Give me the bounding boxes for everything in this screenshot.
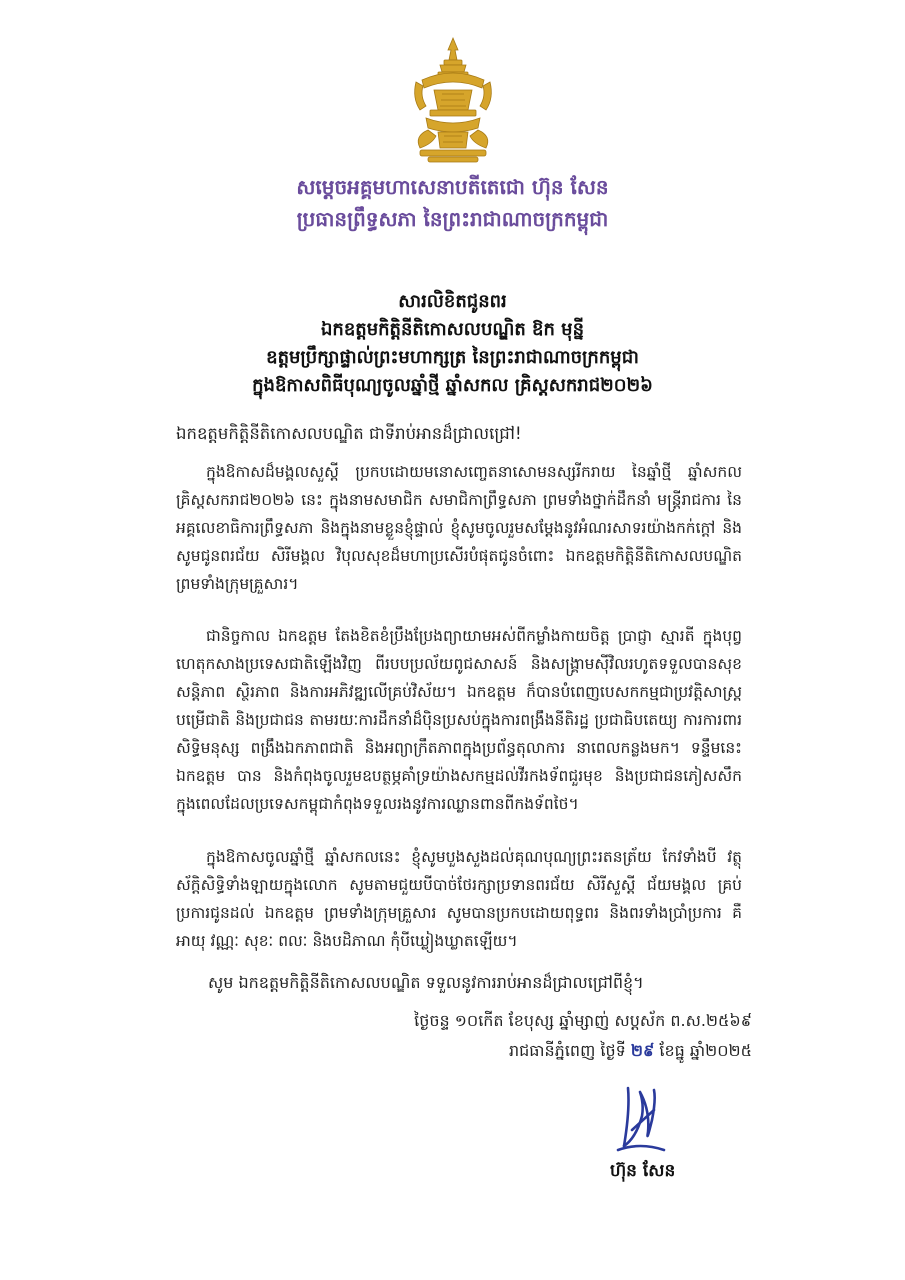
paragraph-1: ក្នុងឱកាសដ៏មង្គលសួស្ដី ប្រកបដោយមនោសញ្ចេតនាសោមនស្សរីករាយ នៃឆ្នាំថ្មី ឆ្នាំសកល គ្រិស្តសករាជ២០២៦ នេះ ក្នុងនាមសមាជិក សមាជិកាព្រឹទ្ធសភា ព្រមទាំងថ្នាក់ដឹកនាំ មន្ត្រីរាជការ នៃអគ្គលេខាធិការព្រឹទ្ធសភា និងក្នុងនាមខ្លួនខ្ញុំផ្ទាល់ ខ្ញុំសូមចូលរួមសម្ដែងនូវអំណរសាទរយ៉ាងកក់ក្ដៅ និងសូមជូនពរជ័យ សិរីមង្គល វិបុលសុខដ៏មហាប្រសើរបំផុតជូនចំពោះ ឯកឧត្តមកិត្តិនីតិកោសលបណ្ឌិត ព្រមទាំងក្រុមគ្រួសារ។ <box>176 463 742 593</box>
place-prefix: រាជធានីភ្នំពេញ ថ្ងៃទី <box>508 1041 626 1060</box>
handwritten-signature-icon <box>606 1080 676 1160</box>
title-line-3: ឧត្តមប្រឹក្សាផ្ទាល់ព្រះមហាក្សត្រ នៃព្រះរាជាណាចក្រកម្ពុជា <box>266 347 639 368</box>
paragraph-3: ក្នុងឱកាសចូលឆ្នាំថ្មី ឆ្នាំសកលនេះ ខ្ញុំសូមបួងសួងដល់គុណបុណ្យព្រះរតនត្រ័យ កែវទាំងបី វត្ថុស័ក្ដិសិទ្ធិទាំងឡាយក្នុងលោក សូមតាមជួយបីបាច់ថែរក្សាប្រទានពរជ័យ សិរីសួស្ដី ជ័យមង្គល គ្រប់ប្រការជូនដល់ ឯកឧត្តម ព្រមទាំងក្រុមគ្រួសារ សូមបានប្រកបដោយពុទ្ធពរ និងពរទាំងប្រាំប្រការ គឺ អាយុ វណ្ណៈ សុខៈ ពលៈ និងបដិភាណ កុំបីឃ្លៀងឃ្លាតឡើយ។ <box>176 848 742 950</box>
month-year: ខែធ្នូ ឆ្នាំ២០២៥ <box>659 1041 752 1060</box>
sender-name: សម្ដេចអគ្គមហាសេនាបតីតេជោ ហ៊ុន សែន <box>296 175 609 199</box>
signer-name: ហ៊ុន សែន <box>610 1161 676 1181</box>
sender-title: ប្រធានព្រឹទ្ធសភា នៃព្រះរាជាណាចក្រកម្ពុជា <box>296 207 609 231</box>
lunar-date: ថ្ងៃចន្ទ ១០កើត ខែបុស្ស ឆ្នាំម្សាញ់ សប្តស័ក ព.ស.២៥៦៩ <box>414 1011 752 1030</box>
handwritten-day: ២៩ <box>630 1041 655 1060</box>
title-line-4: ក្នុងឱកាសពិធីបុណ្យចូលឆ្នាំថ្មី ឆ្នាំសកល គ្រិស្តសករាជ២០២៦ <box>252 375 653 396</box>
title-line-2: ឯកឧត្តមកិត្តិនីតិកោសលបណ្ឌិត ឱក មុន្នី <box>320 319 585 340</box>
paragraph-2: ជានិច្ចកាល ឯកឧត្តម តែងខិតខំប្រឹងប្រែងព្យាយាមអស់ពីកម្លាំងកាយចិត្ត ប្រាជ្ញា ស្មារតី ក្នុងបុព្វហេតុកសាងប្រទេសជាតិឡើងវិញ ពីរបបប្រល័យពូជសាសន៍ និងសង្គ្រាមស៊ីវិលរហូតទទួលបានសុខសន្តិភាព ស្ថិរភាព និងការអភិវឌ្ឍលើគ្រប់វិស័យ។ ឯកឧត្តម ក៏បានបំពេញបេសកកម្មជាប្រវត្តិសាស្ត្របម្រើជាតិ និងប្រជាជន តាមរយៈការដឹកនាំដ៏ប៉ិនប្រសប់ក្នុងការពង្រឹងនីតិរដ្ឋ ប្រជាធិបតេយ្យ ការការពារសិទ្ធិមនុស្ស ពង្រឹងឯកភាពជាតិ និងអព្យាក្រឹតភាពក្នុងប្រព័ន្ធតុលាការ នាពេលកន្លងមក។ ទន្ទឹមនេះ ឯកឧត្តម បាន និងកំពុងចូលរួមឧបត្ថម្ភគាំទ្រយ៉ាងសកម្មដល់វីរកងទ័ពជួរមុខ និងប្រជាជនភៀសសឹក ក្នុងពេលដែលប្រទេសកម្ពុជាកំពុងទទួលរងនូវការឈ្លានពានពីកងទ័ពថៃ។ <box>176 627 742 813</box>
salutation: ឯកឧត្តមកិត្តិនីតិកោសលបណ្ឌិត ជាទីរាប់អានដ៏ជ្រាលជ្រៅ! <box>176 424 522 443</box>
place-date <box>509 1040 752 1064</box>
letter-title <box>150 288 755 400</box>
closing-line: សូម ឯកឧត្តមកិត្តិនីតិកោសលបណ្ឌិត ទទួលនូវការរាប់អានដ៏ជ្រាលជ្រៅពីខ្ញុំ។ <box>208 973 644 992</box>
senate-emblem-icon <box>408 36 498 164</box>
title-line-1: សារលិខិតជូនពរ <box>398 291 507 312</box>
